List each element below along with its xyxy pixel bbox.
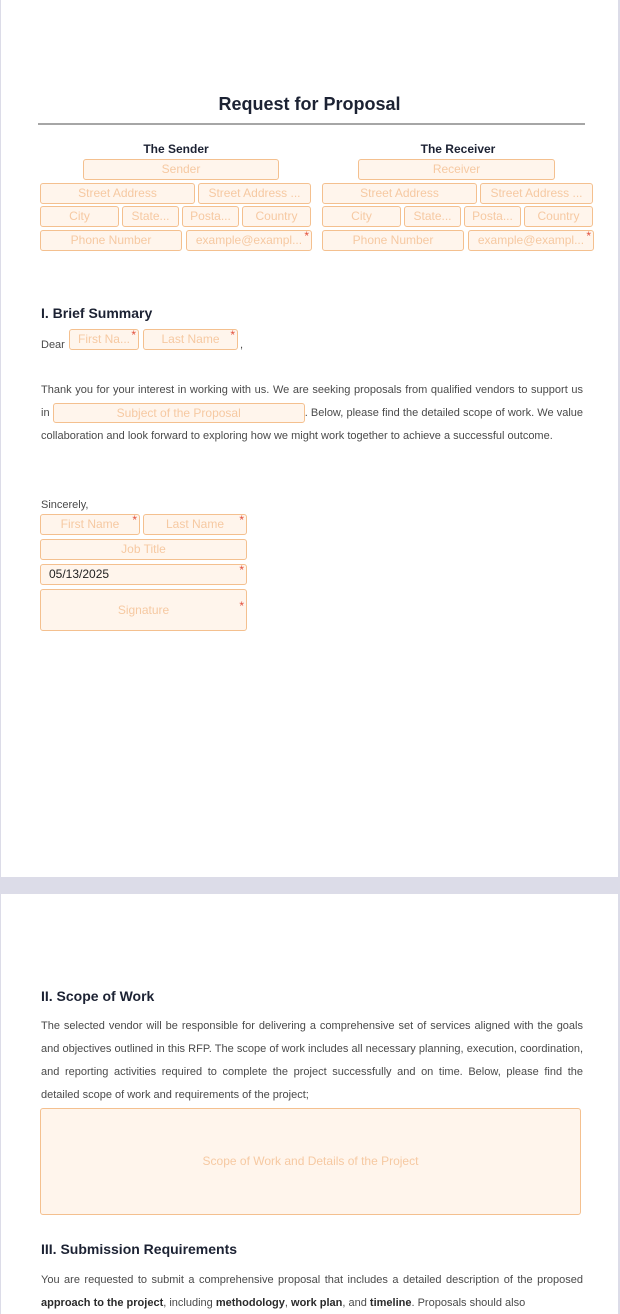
receiver-name-field[interactable]: Receiver xyxy=(358,159,555,180)
dear-label: Dear xyxy=(41,339,65,351)
submission-text-5: . Proposals should also xyxy=(411,1297,526,1309)
receiver-street2-field[interactable]: Street Address ... xyxy=(480,183,593,204)
sender-country-field[interactable]: Country xyxy=(242,206,311,227)
submission-timeline: timeline xyxy=(369,1297,412,1309)
submission-text-2: , including xyxy=(163,1297,216,1309)
summary-text-before: Thank you for your interest in working with us. We are seeking proposals from qualified vendors to support us in xyxy=(41,384,583,419)
sender-name-field[interactable]: Sender xyxy=(83,159,279,180)
receiver-phone-field[interactable]: Phone Number xyxy=(322,230,464,251)
recipient-last-name-field[interactable]: Last Name * xyxy=(143,329,238,350)
signature-field[interactable]: Signature * xyxy=(40,589,247,631)
submission-paragraph xyxy=(41,1269,583,1314)
sender-heading: The Sender xyxy=(143,142,209,156)
sender-last-name-field[interactable]: Last Name * xyxy=(143,514,247,535)
page-1 xyxy=(1,0,618,877)
sincerely-label: Sincerely, xyxy=(41,499,89,511)
receiver-state-field[interactable]: State... xyxy=(404,206,461,227)
receiver-postal-field[interactable]: Posta... xyxy=(464,206,521,227)
submission-text-1: You are requested to submit a comprehensive proposal that includes a detailed description of the proposed xyxy=(41,1274,583,1286)
comma: , xyxy=(240,339,244,351)
page-2 xyxy=(1,894,618,1314)
submission-approach: approach to the project xyxy=(41,1297,164,1309)
scope-paragraph: The selected vendor will be responsible for delivering a comprehensive set of services aligned with the goals and objectives outlined in this RFP. The scope of work includes all necessary planning, execution, coordination, and reporting activities required to complete the project successfully and on time. Below, please find the detailed scope of work and requirements of the project; xyxy=(41,1020,583,1101)
sender-street2-field[interactable]: Street Address ... xyxy=(198,183,311,204)
section-submission-heading: III. Submission Requirements xyxy=(41,1241,238,1257)
sender-city-field[interactable]: City xyxy=(40,206,119,227)
receiver-city-field[interactable]: City xyxy=(322,206,401,227)
sender-state-field[interactable]: State... xyxy=(122,206,179,227)
job-title-field[interactable]: Job Title xyxy=(40,539,247,560)
receiver-street-field[interactable]: Street Address xyxy=(322,183,477,204)
section-brief-summary-heading: I. Brief Summary xyxy=(41,305,153,321)
sender-phone-field[interactable]: Phone Number xyxy=(40,230,182,251)
sender-email-field[interactable]: example@exampl... * xyxy=(186,230,312,251)
section-scope-heading: II. Scope of Work xyxy=(41,988,155,1004)
page-title: Request for Proposal xyxy=(218,94,401,114)
submission-work-plan: work plan xyxy=(291,1297,343,1309)
scope-details-field[interactable]: Scope of Work and Details of the Project xyxy=(40,1108,581,1215)
recipient-first-name-field[interactable]: First Na... * xyxy=(69,329,139,350)
summary-paragraph xyxy=(41,379,583,448)
submission-text-3: , xyxy=(284,1297,292,1309)
submission-text-4: , and xyxy=(342,1297,370,1309)
sender-street-field[interactable]: Street Address xyxy=(40,183,195,204)
date-field[interactable]: 05/13/2025 * xyxy=(40,564,247,585)
receiver-heading: The Receiver xyxy=(420,142,496,156)
receiver-country-field[interactable]: Country xyxy=(524,206,593,227)
sender-first-name-field[interactable]: First Name * xyxy=(40,514,140,535)
sender-postal-field[interactable]: Posta... xyxy=(182,206,239,227)
summary-text-after: . Below, please find the detailed scope of work. We value collaboration and look forward to exploring how we might work together to achieve a successful outcome. xyxy=(41,407,584,442)
submission-methodology: methodology xyxy=(215,1297,285,1309)
receiver-email-field[interactable]: example@exampl... * xyxy=(468,230,594,251)
title-divider xyxy=(38,123,585,125)
proposal-subject-field[interactable]: Subject of the Proposal xyxy=(53,403,305,423)
